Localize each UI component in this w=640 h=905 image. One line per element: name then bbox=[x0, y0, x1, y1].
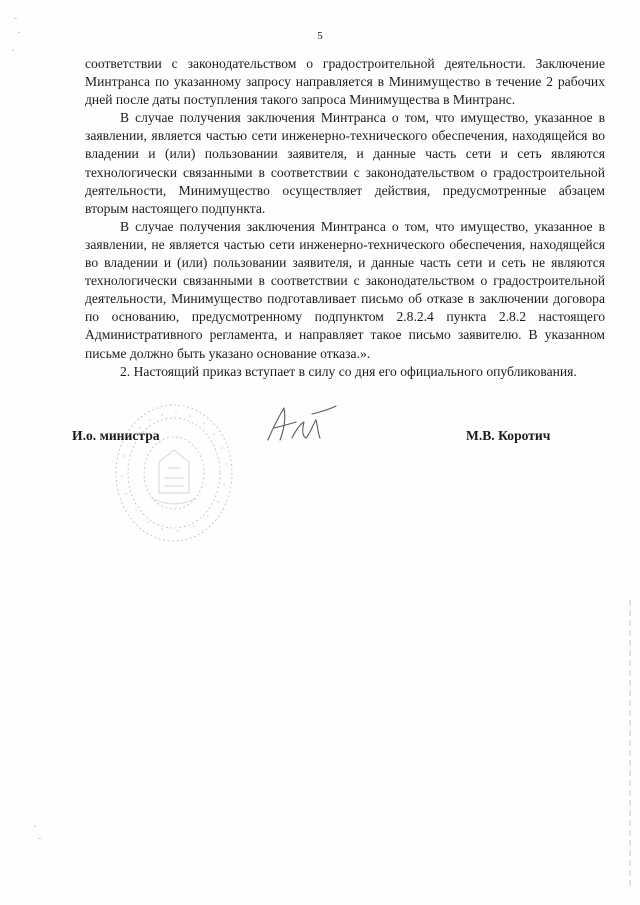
scan-edge-right bbox=[625, 600, 635, 890]
paragraph-2: В случае получения заключения Минтранса о том, что имущество, указанное в заявлении, является частью сети инженерно-технического обеспечения, находящейся во владении и (или) пользовании заявителя, и данные часть сети и сеть являются технологически связанными в соответствии с законодательством о градостроительной деятельности, Минимущество осуществляет действия, предусмотренные абзацем вторым настоящего подпункта. bbox=[85, 110, 605, 216]
signature-block bbox=[0, 428, 640, 458]
paragraph-4: 2. Настоящий приказ вступает в силу со дня его официального опубликования. bbox=[120, 363, 577, 379]
signatory-position: И.о. министра bbox=[72, 428, 160, 443]
scan-artifact-left-bottom bbox=[30, 820, 50, 850]
paragraph-1: соответствии с законодательством о градостроительной деятельности. Заключение Минтранса по указанному запросу направляется в Минимущество в течение 2 рабочих дней после даты поступления такого запроса Минимущества в Минтранс. bbox=[85, 56, 605, 108]
scan-artifact-left-top bbox=[8, 10, 32, 70]
page-number: 5 bbox=[317, 30, 323, 42]
official-seal-stamp-icon bbox=[112, 398, 242, 548]
paragraph-3: В случае получения заключения Минтранса о том, что имущество, указанное в заявлении, не является частью сети инженерно-технического обеспечения, находящейся во владении и (или) пользовании заявителя, и данные часть сети и сеть не являются технологически связанными в соответствии с законодательством о градостроительной деятельности, Минимущество подготавливает письмо об отказе в заключении договора по основанию, предусмотренному подпунктом 2.8.2.4 пункта 2.8.2 настоящего Административного регламента, и направляет такое письмо заявителю. В указанном письме должно быть указано основание отказа.». bbox=[85, 218, 605, 361]
document-body bbox=[85, 55, 605, 381]
signatory-name: М.В. Коротич bbox=[466, 428, 551, 443]
